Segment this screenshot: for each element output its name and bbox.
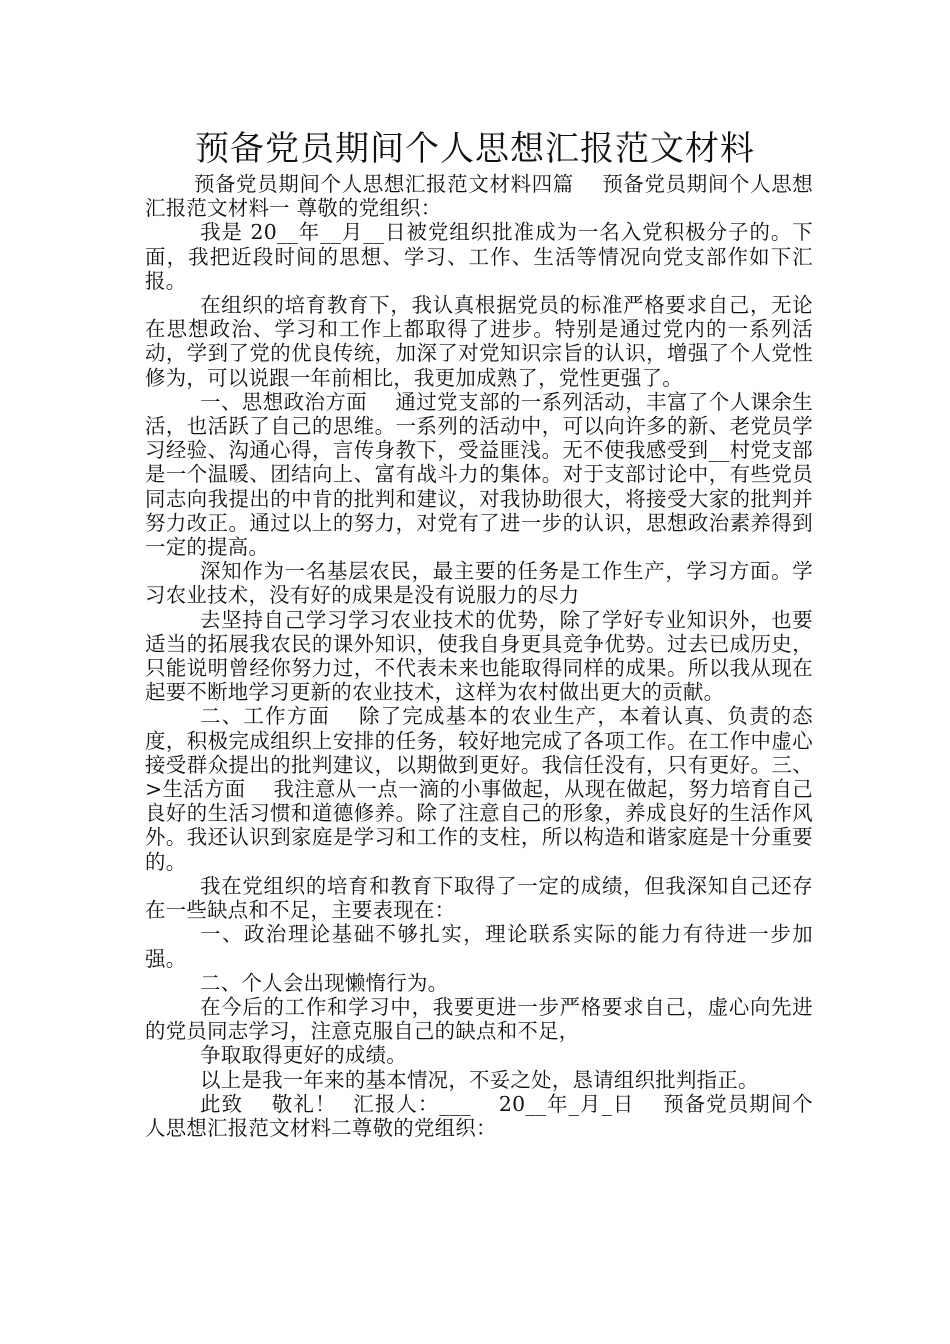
section2-heading: 二、工作方面 [200, 704, 331, 729]
section2-text: 除了完成基本的农业生产，本着认真、负责的态度，积极完成组织上安排的任务，较好地完成了各项工作。在工作中虚心接受群众提出的批判建议，以期做到更好。我信任没有，只有更好。 [145, 704, 813, 777]
section1-text: 通过党支部的一系列活动，丰富了个人课余生活，也活跃了自己的思维。一系列的活动中，可以向许多的新、老党员学习经验、沟通心得，言传身教下，受益匪浅。无不使我感受到__村党支部是一个温暖、团结向上、富有战斗力的集体。对于支部讨论中，有些党员同志向我提出的中肯的批判和建议，对我协助很大，将接受大家的批判并努力改正。通过以上的努力，对党有了进一步的认识，思想政治素养得到一定的提高。 [145, 389, 813, 560]
sign-salute: 此致 [200, 1091, 244, 1116]
sign-reporter: 汇报人：___ [352, 1091, 471, 1116]
document-title: 预备党员期间个人思想汇报范文材料 [195, 129, 755, 169]
paragraph-shortcomings: 我在党组织的培育和教育下取得了一定的成绩，但我深知自己还存在一些缺点和不足，主要表现在： [145, 873, 813, 923]
intro-paragraph [145, 172, 813, 220]
signature-paragraph [145, 1092, 813, 1140]
next-part-heading: 预备党员期间个人思想汇报范文材料二尊敬的党组织： [145, 1091, 814, 1140]
document-body [145, 172, 813, 1140]
section1-paragraph [145, 390, 813, 559]
section3-text: 我注意从一点一滴的小事做起，从现在做起，努力培育自己良好的生活习惯和道德修养。除了注意自己的形象，养成良好的生活作风外。我还认识到家庭是学习和工作的支柱，所以构造和谐家庭是十分重要的。 [145, 777, 813, 874]
paragraph-future-2: 争取取得更好的成绩。 [200, 1043, 407, 1068]
paragraph-progress: 在组织的培育教育下，我认真根据党员的标准严格要求自己，无论在思想政治、学习和工作上都取得了进步。特别是通过党内的一系列活动，学到了党的优良传统，加深了对党知识宗旨的认识，增强了个人党性修为，可以说跟一年前相比，我更加成熟了，党性更强了。 [145, 293, 813, 390]
section3-heading: 三、>生活方面 [145, 752, 813, 802]
paragraph-approval: 我是 20__年__月__日被党组织批准成为一名入党积极分子的。下面，我把近段时间的思想、学习、工作、生活等情况向党支部作如下汇报。 [145, 220, 813, 293]
intro-part2: 预备党员期间个人思想汇报范文材料一 尊敬的党组织： [145, 172, 813, 221]
shortcoming-1: 一、政治理论基础不够扎实，理论联系实际的能力有待进一步加强。 [145, 922, 813, 971]
section1-heading: 一、思想政治方面 [200, 389, 368, 414]
sign-regards: 敬礼！ [271, 1091, 337, 1116]
paragraph-farmer: 深知作为一名基层农民，最主要的任务是工作生产，学习方面。学习农业技术，没有好的成果是没有说服力的尽力 [145, 559, 813, 608]
intro-part1: 预备党员期间个人思想汇报范文材料四篇 [193, 172, 574, 196]
paragraph-closing: 以上是我一年来的基本情况，不妥之处，恳请组织批判指正。 [200, 1067, 759, 1092]
shortcoming-2: 二、个人会出现懒惰行为。 [200, 970, 449, 995]
sign-date: 20__年_月_日 [498, 1091, 635, 1116]
section2-paragraph [145, 704, 813, 873]
paragraph-future: 在今后的工作和学习中，我要更进一步严格要求自己，虚心向先进的党员同志学习，注意克服自己的缺点和不足， [145, 994, 813, 1044]
paragraph-study: 去坚持自己学习学习农业技术的优势，除了学好专业知识外，也要适当的拓展我农民的课外知识，使我自身更具竞争优势。过去已成历史，只能说明曾经你努力过，不代表未来也能取得同样的成果。所以我从现在起要不断地学习更新的农业技术，这样为农村做出更大的贡献。 [145, 607, 813, 705]
